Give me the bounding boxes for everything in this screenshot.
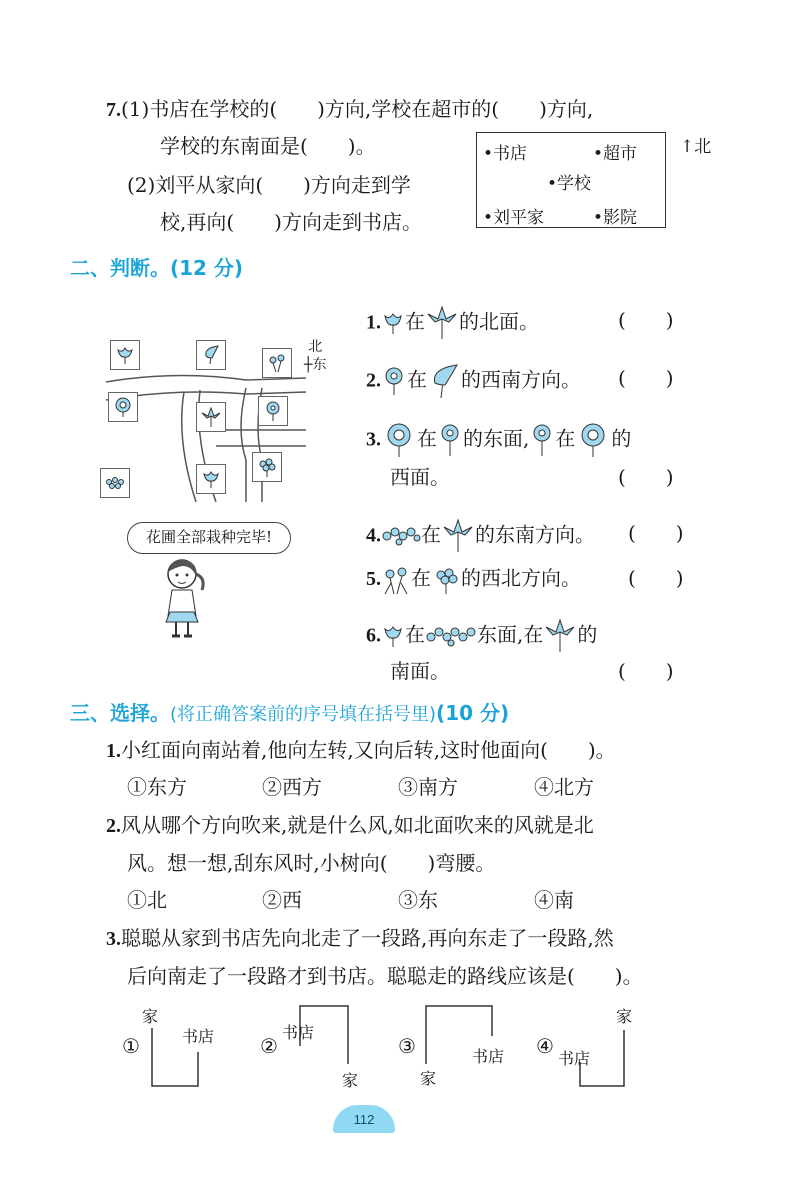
judge-item-5: 5. 在 的西北方向。 [366,563,581,595]
route-home-label: 家 [420,1069,437,1088]
daisy-tile [258,396,288,426]
judge-item-3-cont: 西面。 [390,465,450,489]
daisy-icon [437,423,463,457]
question-text-line: 后向南走了一段路才到书店。聪聪走的路线应该是( )。 [127,964,643,988]
lily-icon [200,406,222,428]
hydrangea-icon [256,456,278,478]
option[interactable]: ③东 [398,888,438,912]
question-text-line: 学校的东南面是( )。 [160,134,376,158]
judge-item-4: 4. 在 的东南方向。 [366,518,595,554]
route-home-label: 家 [142,1007,159,1026]
section-title: 三、选择。(将正确答案前的序号填在括号里)(10 分) [70,701,510,725]
answer-paren[interactable]: ( ) [628,521,684,545]
map-label-cinema: •影院 [593,208,638,228]
route-home-label: 家 [616,1007,633,1026]
north-indicator: ↑北 [680,137,712,157]
question-text-line: 风。想一想,刮东风时,小树向( )弯腰。 [127,851,496,875]
route-store-label: 书店 [472,1047,505,1066]
narcissus-icon [266,352,288,374]
girl-illustration [152,556,212,640]
question-number: 7. [106,99,121,121]
lily-tile [196,402,226,432]
calla-tile [196,340,226,370]
narcissus-tile [262,348,292,378]
answer-paren[interactable]: ( ) [618,465,674,489]
section-title: 二、判断。(12 分) [70,256,244,280]
forget-me-not-icon [425,623,477,649]
tulip-icon [381,623,405,649]
judge-item-3: 3. 在 的东面, 在 的 [366,422,631,458]
round-flower-icon [575,422,611,458]
calla-lily-icon [200,344,222,366]
daisy-icon [262,400,284,422]
judge-item-6-cont: 南面。 [390,659,450,683]
map-label-supermarket: •超市 [593,144,638,164]
map-label-home: •刘平家 [483,208,545,228]
route-home-label: 家 [342,1071,359,1090]
option[interactable]: ①东方 [127,775,187,799]
tulip-tile-2 [196,464,226,494]
forget-me-not-icon [104,472,126,494]
round-flower-icon [381,422,417,458]
option[interactable]: ②西方 [262,775,322,799]
speech-bubble: 花圃全部栽种完毕! [127,522,291,554]
lily-icon [425,305,459,341]
forget-me-not-tile [100,468,130,498]
option[interactable]: ③南方 [398,775,458,799]
option[interactable]: ②西 [262,888,302,912]
round-flower-icon [112,396,134,418]
answer-paren[interactable]: ( ) [618,659,674,683]
round-flower-tile [108,392,138,422]
route-store-label: 书店 [282,1023,315,1042]
route-option-mark[interactable]: ② [260,1034,278,1058]
compass-cross-icon: ┼ [304,357,313,373]
question-text-line: 校,再向( )方向走到书店。 [160,210,422,234]
narcissus-icon [381,565,411,595]
tulip-tile [110,340,140,370]
location-map [476,132,666,228]
map-label-school: •学校 [547,174,592,194]
option[interactable]: ①北 [127,888,167,912]
question-text-line: (2)刘平从家向( )方向走到学 [127,173,411,197]
page-number: 112 [333,1105,395,1133]
option[interactable]: ④南 [534,888,574,912]
judge-item-2: 2. 在 的西南方向。 [366,363,581,399]
forget-me-not-icon [381,524,421,548]
hydrangea-icon [431,565,461,595]
choice-question-2: 2.风从哪个方向吹来,就是什么风,如北面吹来的风就是北 [106,813,594,837]
judge-item-1: 1. 在 的北面。 [366,305,539,341]
map-label-bookstore: •书店 [483,144,528,164]
option[interactable]: ④北方 [534,775,594,799]
route-store-label: 书店 [558,1049,591,1068]
lily-icon [543,618,577,654]
route-option-mark[interactable]: ③ [398,1034,416,1058]
answer-paren[interactable]: ( ) [628,566,684,590]
calla-lily-icon [427,363,461,399]
tulip-icon [381,310,405,336]
hydrangea-tile [252,452,282,482]
round-flower-icon [381,366,407,396]
question-text-line: (1)书店在学校的( )方向,学校在超市的( )方向, [121,97,594,121]
daisy-icon [529,423,555,457]
route-option-mark[interactable]: ④ [536,1034,554,1058]
route-store-label: 书店 [182,1027,215,1046]
tulip-icon [200,468,222,490]
north-arrow-icon: ↑ [680,137,695,157]
answer-paren[interactable]: ( ) [618,366,674,390]
answer-paren[interactable]: ( ) [618,308,674,332]
route-option-mark[interactable]: ① [122,1034,140,1058]
tulip-icon [114,344,136,366]
choice-question-1: 1.小红面向南站着,他向左转,又向后转,这时他面向( )。 [106,738,616,762]
judge-item-6: 6. 在 东面,在 的 [366,618,597,654]
compass: 北 ┼东 [304,339,327,373]
choice-question-3: 3.聪聪从家到书店先向北走了一段路,再向东走了一段路,然 [106,926,614,950]
lily-icon [441,518,475,554]
